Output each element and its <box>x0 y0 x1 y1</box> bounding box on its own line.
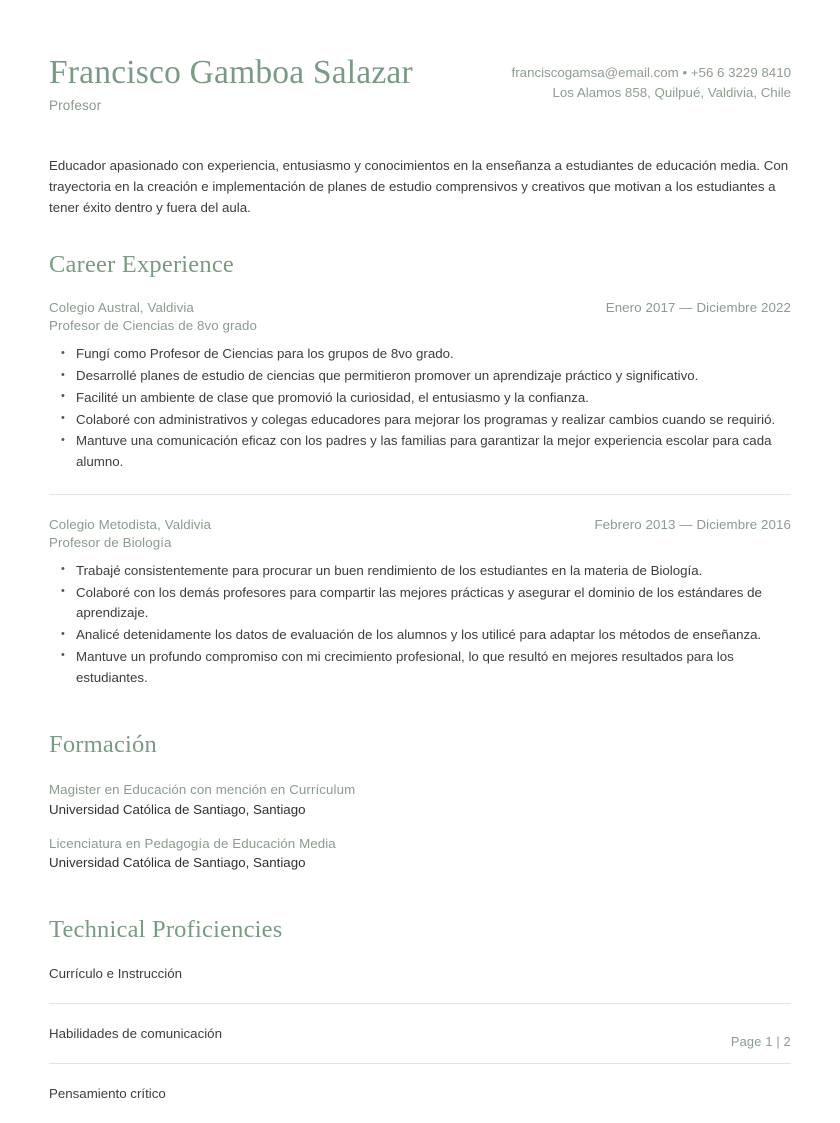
contact-email-phone: franciscogamsa@email.com • +56 6 3229 8410 <box>511 65 791 80</box>
education-school: Universidad Católica de Santiago, Santiago <box>49 855 306 871</box>
experience-bullet: • Trabajé consistentemente para procurar un buen rendimiento de los estudiantes en la materia de Biología. <box>49 561 791 582</box>
experience-bullet: • Analicé detenidamente los datos de evaluación de los alumnos y los utilicé para adaptar los métodos de enseñanza. <box>49 625 791 646</box>
page-number-label: Page 1 | 2 <box>730 1034 791 1049</box>
experience-dates: Enero 2017 — Diciembre 2022 <box>605 300 791 316</box>
experience-bullet: • Colaboré con los demás profesores para compartir las mejores prácticas y asegurar el dominio de los estándares de aprendizaje. <box>49 583 791 624</box>
experience-dates: Febrero 2013 — Diciembre 2016 <box>594 516 791 532</box>
experience-item <box>49 300 791 472</box>
skill-item: Pensamiento crítico <box>49 1063 791 1123</box>
experience-bullets <box>49 561 791 688</box>
experience-bullet: • Fungí como Profesor de Ciencias para los grupos de 8vo grado. <box>49 344 791 365</box>
candidate-job-title: Profesor <box>49 97 102 113</box>
experience-bullet: • Facilité un ambiente de clase que promovió la curiosidad, el entusiasmo y la confianza. <box>49 388 791 409</box>
section-experience <box>49 252 791 689</box>
experience-bullet: • Desarrollé planes de estudio de ciencias que permitieron promover un aprendizaje práctico y significativo. <box>49 366 791 387</box>
skill-item: Currículo e Instrucción <box>49 965 183 981</box>
experience-header <box>49 517 791 532</box>
resume-header <box>49 48 791 113</box>
experience-bullet: • Colaboré con administrativos y colegas educadores para mejorar los programas y realizar cambios cuando se requirió. <box>49 410 791 431</box>
experience-role: Profesor de Biología <box>49 534 172 550</box>
section-education <box>49 732 791 873</box>
education-item <box>49 780 791 819</box>
experience-header <box>49 300 791 315</box>
education-degree: Magister en Educación con mención en Currículum <box>49 782 356 798</box>
contact-address: Los Alamos 858, Quilpué, Valdivia, Chile <box>552 85 791 101</box>
experience-bullet: • Mantuve una comunicación eficaz con los padres y las familias para garantizar la mejor experiencia escolar para cada alumno. <box>49 431 791 472</box>
section-title-skills: Technical Proficiencies <box>49 915 283 943</box>
experience-item <box>49 494 791 688</box>
section-skills <box>49 917 791 1123</box>
page-footer <box>49 1034 791 1049</box>
section-title-experience: Career Experience <box>49 250 234 278</box>
education-degree: Licenciatura en Pedagogía de Educación Media <box>49 836 336 852</box>
experience-organization: Colegio Metodista, Valdivia <box>49 516 212 532</box>
education-item <box>49 834 791 873</box>
education-school: Universidad Católica de Santiago, Santiago <box>49 801 306 817</box>
identity-block <box>49 54 413 113</box>
experience-bullets <box>49 344 791 472</box>
professional-summary: Educador apasionado con experiencia, entusiasmo y conocimientos en la enseñanza a estudiantes de educación media. Con trayectoria en la creación e implementación de planes de estudio comprensivos y creativos que motivan a los estudiantes a tener éxito dentro y fuera del aula. <box>49 157 789 215</box>
experience-list <box>49 300 791 688</box>
experience-role: Profesor de Ciencias de 8vo grado <box>49 318 258 334</box>
experience-bullet: • Mantuve un profundo compromiso con mi crecimiento profesional, lo que resultó en mejores resultados para los estudiantes. <box>49 647 791 688</box>
experience-organization: Colegio Austral, Valdivia <box>49 300 194 316</box>
candidate-name: Francisco Gamboa Salazar <box>49 54 413 91</box>
education-list <box>49 780 791 873</box>
skill-item: Habilidades de comunicación <box>49 1003 791 1063</box>
contact-block <box>512 54 791 103</box>
section-title-education: Formación <box>49 731 157 759</box>
